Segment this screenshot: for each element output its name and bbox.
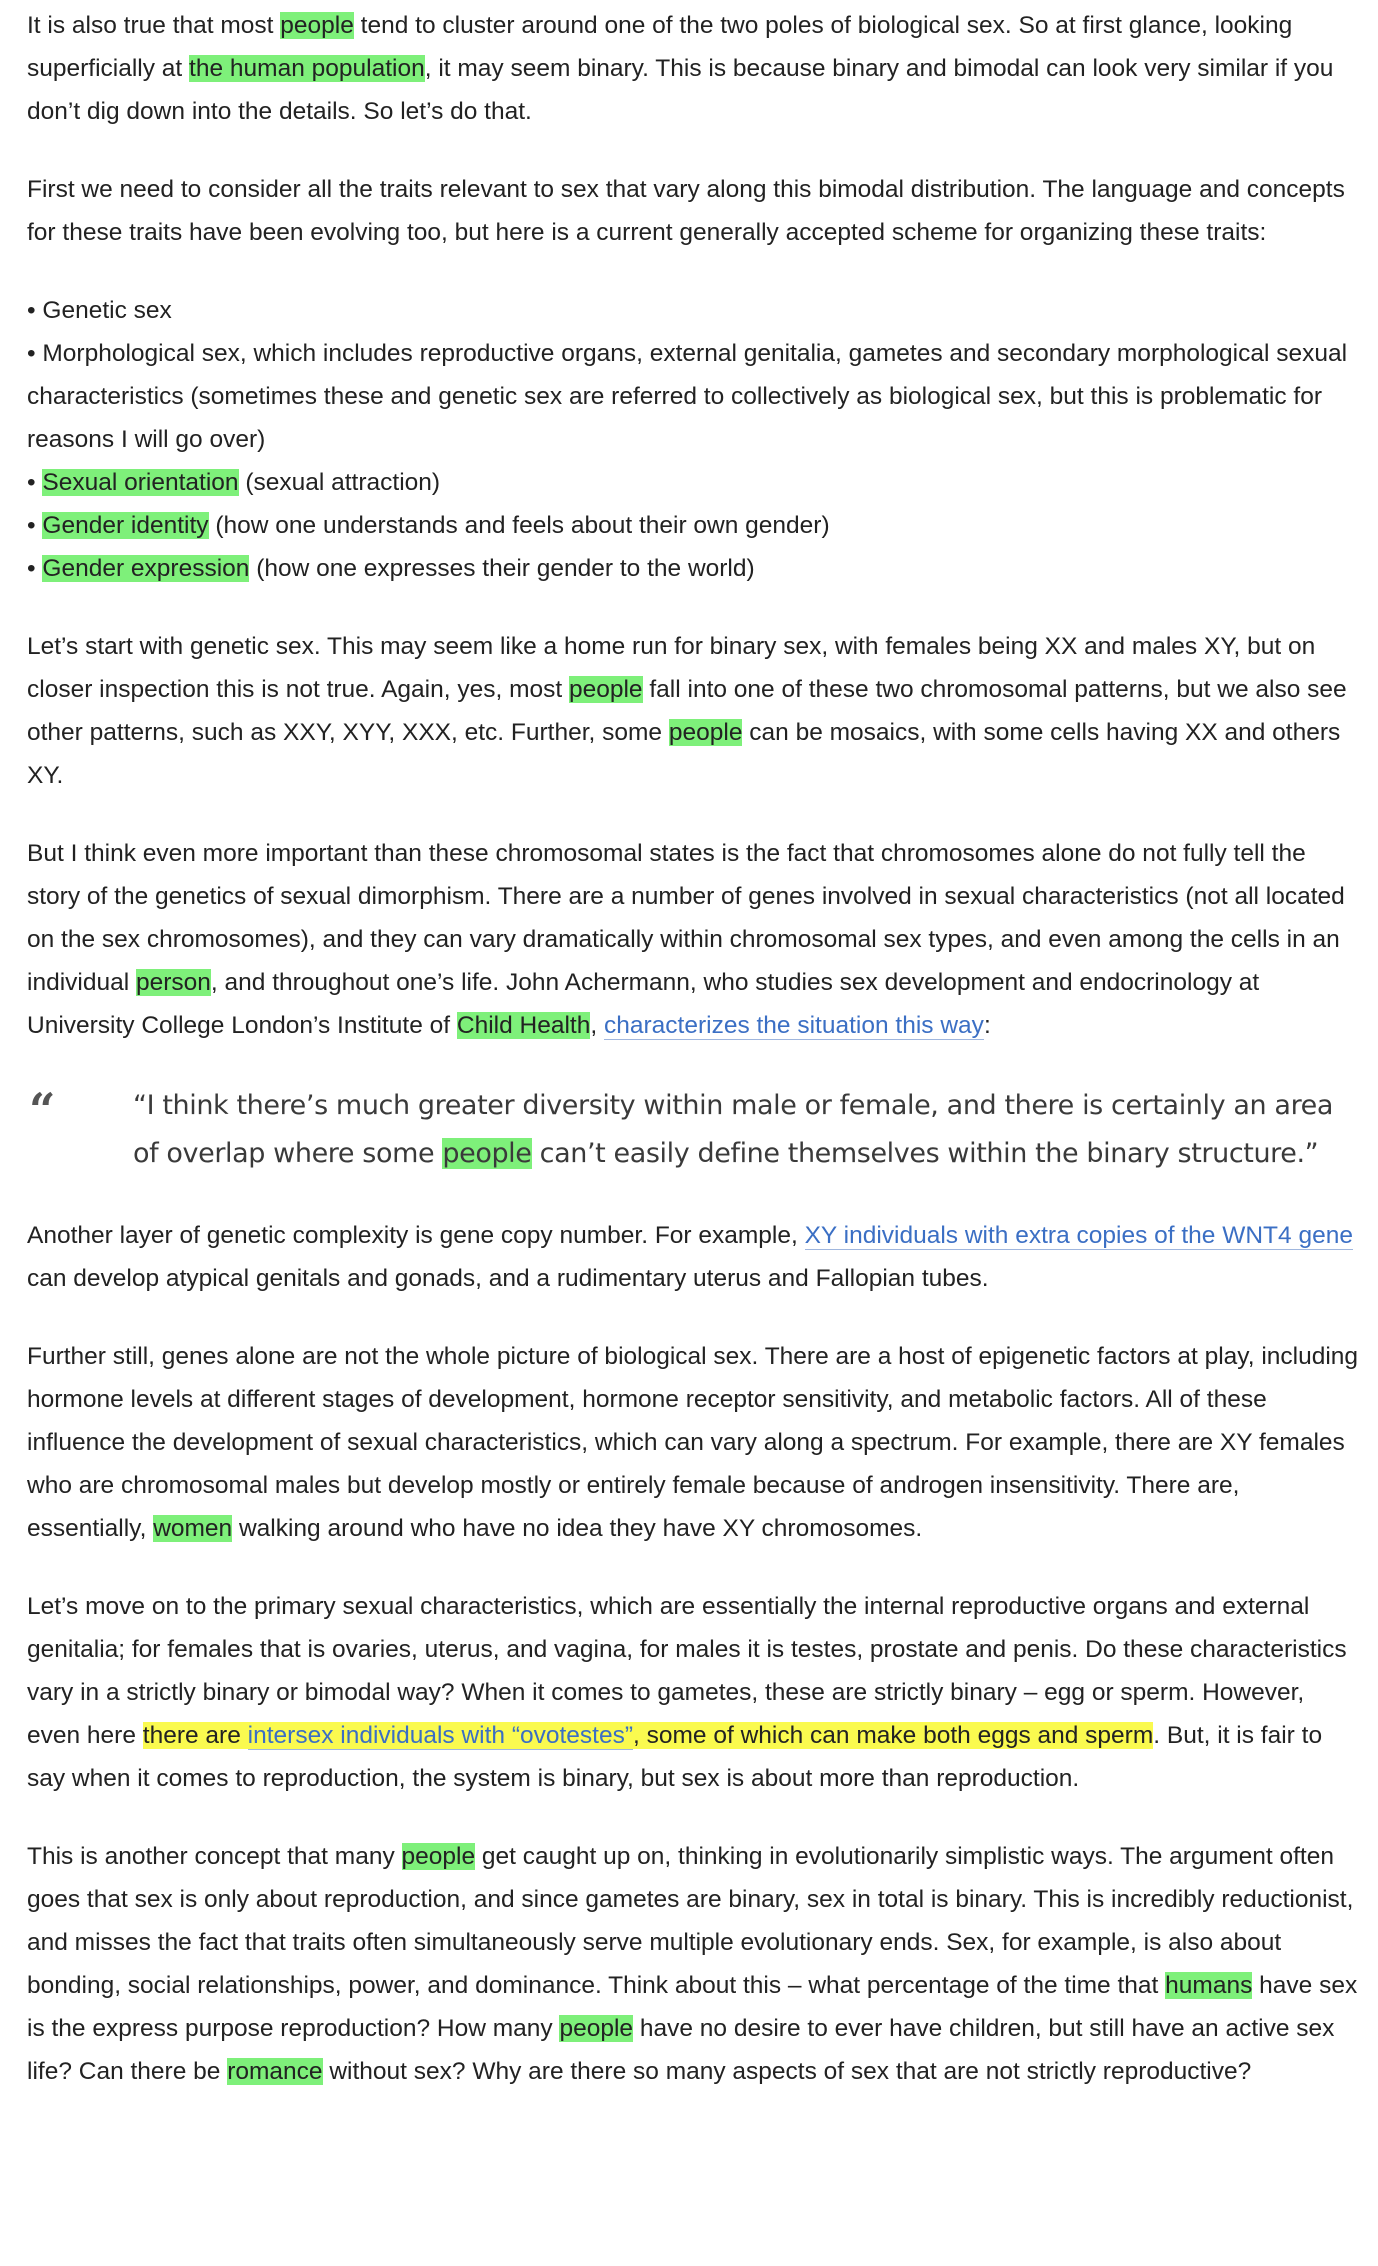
highlighted-term: women — [153, 1515, 233, 1542]
text: tend to cluster around one of the two poles of biological sex. So at first glance, looking superficially at — [27, 12, 1293, 82]
highlighted-term: people — [668, 719, 743, 746]
highlighted-term: humans — [1165, 1972, 1253, 1999]
quote-text: “I think there’s much greater diversity within male or female, and there is certainly an area of overlap where some — [133, 1090, 1334, 1169]
ovotestes-link[interactable]: intersex individuals with “ovotestes” — [247, 1722, 634, 1749]
text: , and throughout one’s life. John Achermann, who studies sex development and endocrinology at University College London’s Institute of — [27, 969, 1260, 1039]
text: Further still, genes alone are not the whole picture of biological sex. There are a host of epigenetic factors at play, including hormone levels at different stages of development, hormone receptor sensitivity, and metabolic factors. All of these influence the development of sexual characteristics, which can vary along a spectrum. For example, there are XY females who are chromosomal males but develop mostly or entirely female because of androgen insensitivity. There are, essentially, — [27, 1343, 1359, 1542]
list-item: • Genetic sex — [27, 297, 172, 324]
highlighted-term: people — [568, 676, 643, 703]
paragraph-3 — [27, 625, 1360, 797]
text: It is also true that most — [27, 12, 281, 39]
text: without sex? Why are there so many aspects of sex that are not strictly reproductive? — [322, 2058, 1252, 2085]
text: Let’s move on to the primary sexual characteristics, which are essentially the internal reproductive organs and external genitalia; for females that is ovaries, uterus, and vagina, for males it is testes, prostate and penis. Do these characteristics vary in a strictly binary or bimodal way? When it comes to gametes, these are strictly binary – egg or sperm. However, even here — [27, 1593, 1347, 1749]
highlighted-term: people — [401, 1843, 476, 1870]
text: Another layer of genetic complexity is gene copy number. For example, — [27, 1222, 805, 1249]
paragraph-8 — [27, 1835, 1360, 2093]
bullet: • — [27, 512, 43, 539]
list-item — [27, 504, 1360, 547]
text: (sexual attraction) — [238, 469, 441, 496]
text: (how one expresses their gender to the world) — [249, 555, 755, 582]
text: This is another concept that many — [27, 1843, 402, 1870]
paragraph-5 — [27, 1214, 1360, 1300]
quote-text: can’t easily define themselves within the binary structure.” — [531, 1138, 1319, 1169]
list-item — [27, 461, 1360, 504]
highlighted-term: the human population — [189, 55, 425, 82]
text: walking around who have no idea they have XY chromosomes. — [232, 1515, 923, 1542]
wnt4-link[interactable]: XY individuals with extra copies of the WNT4 gene — [804, 1222, 1353, 1249]
text: fall into one of these two chromosomal patterns, but we also see other patterns, such as XXY, XYY, XXX, etc. Further, some — [27, 676, 1347, 746]
text: , it may seem binary. This is because binary and bimodal can look very similar if you don’t dig down into the details. So let’s do that. — [27, 55, 1334, 125]
paragraph-6 — [27, 1335, 1360, 1550]
highlighted-term: people — [442, 1138, 532, 1169]
bullet: • — [27, 555, 43, 582]
text: can develop atypical genitals and gonads, and a rudimentary uterus and Fallopian tubes. — [27, 1265, 989, 1292]
highlighted-term: Gender expression — [42, 555, 250, 582]
yellow-highlight: there are — [142, 1722, 248, 1749]
characterizes-link[interactable]: characterizes the situation this way — [604, 1012, 984, 1039]
text: , — [590, 1012, 604, 1039]
text: have sex is the express purpose reproduction? How many — [27, 1972, 1358, 2042]
text: But I think even more important than these chromosomal states is the fact that chromosomes alone do not fully tell the story of the genetics of sexual dimorphism. There are a number of genes involved in sexual characteristics (not all located on the sex chromosomes), and they can vary dramatically within chromosomal sex types, and even among the cells in an individual — [27, 840, 1345, 996]
paragraph-2: First we need to consider all the traits relevant to sex that vary along this bimodal distribution. The language and concepts for these traits have been evolving too, but here is a current generally accepted scheme for organizing these traits: — [27, 176, 1345, 246]
text: : — [983, 1012, 991, 1039]
pull-quote — [27, 1082, 1360, 1178]
text: . But, it is fair to say when it comes to reproduction, the system is binary, but sex is about more than reproduction. — [27, 1722, 1323, 1792]
text: can be mosaics, with some cells having XX and others XY. — [27, 719, 1341, 789]
highlighted-term: people — [280, 12, 354, 39]
text: (how one understands and feels about their own gender) — [208, 512, 830, 539]
bullet: • — [27, 469, 43, 496]
list-item: • Morphological sex, which includes reproductive organs, external genitalia, gametes and secondary morphological sexual characteristics (sometimes these and genetic sex are referred to collectively as biological sex, but this is problematic for reasons I will go over) — [27, 340, 1348, 453]
text: Let’s start with genetic sex. This may seem like a home run for binary sex, with females being XX and males XY, but on closer inspection this is not true. Again, yes, most — [27, 633, 1316, 703]
quote-mark-icon: “ — [29, 1083, 56, 1137]
list-item — [27, 547, 1360, 590]
highlighted-term: person — [135, 969, 211, 996]
highlighted-term: Child Health — [456, 1012, 591, 1039]
text: have no desire to ever have children, but still have an active sex life? Can there be — [27, 2015, 1335, 2085]
highlighted-term: Gender identity — [42, 512, 209, 539]
paragraph-7 — [27, 1585, 1360, 1800]
trait-list — [27, 289, 1360, 590]
paragraph-1 — [27, 4, 1360, 133]
highlighted-term: people — [559, 2015, 634, 2042]
text: get caught up on, thinking in evolutionarily simplistic ways. The argument often goes that sex is only about reproduction, and since gametes are binary, sex in total is binary. This is incredibly reductionist, and misses the fact that traits often simultaneously serve multiple evolutionary ends. Sex, for example, is also about bonding, social relationships, power, and dominance. Think about this – what percentage of the time that — [27, 1843, 1354, 1999]
highlighted-term: Sexual orientation — [42, 469, 239, 496]
highlighted-term: romance — [227, 2058, 323, 2085]
yellow-highlight: , some of which can make both eggs and sperm — [633, 1722, 1154, 1749]
paragraph-4 — [27, 832, 1360, 1047]
